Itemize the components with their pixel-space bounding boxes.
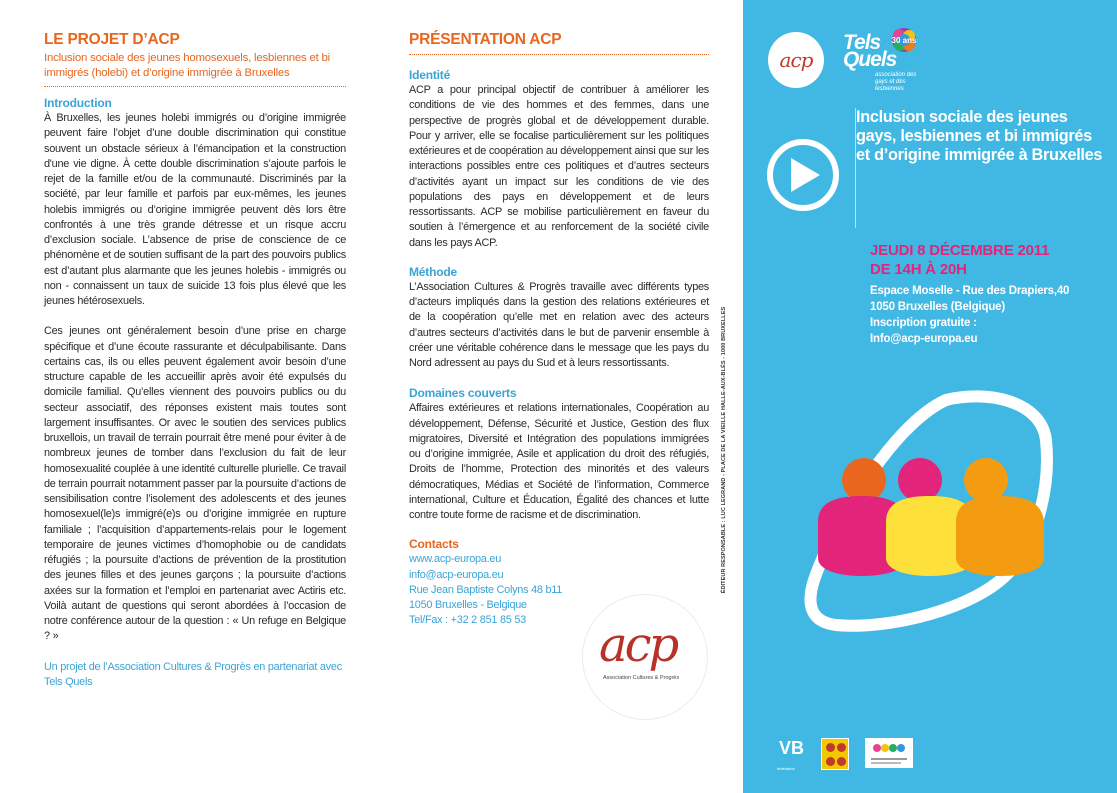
domaines-text: Affaires extérieures et relations internationales, Coopération au développement, Défense, Sécurité et Justice, Gestion des flux migratoires, Diversité et Intégration des populations immigrées ou d’origine immigrée, Asile et application du droit des réfugiés, Droits de l’homme, Protection des minorités et des valeurs démocratiques, Médias et Société de l’information, Commerce international, Culture et Éducation, Égalité des chances et lutte contre toute forme de racisme et de discrimination. [409,402,709,521]
event-panel [743,0,1117,793]
event-date [870,241,1049,279]
intro-paragraph-2: Ces jeunes ont généralement besoin d’une prise en charge spécifique et d’une écoute rassurante et déculpabilisante. Dans certains cas, ils ou elles peuvent également avoir besoin d’une structure capable de les accueillir après avoir été expulsés du domicile familial. Qu’elles viennent des pouvoirs publics ou du secteur associatif, des réponses existent mais toutes sont largement insuffisantes. Or avec le soutien des services publics bruxellois, un travail de terrain pourrait être mené pour éviter à de nombreux jeunes de tomber dans l’exclusion du fait de leur homosexualité couplée à une identité culturelle plurielle. Ce travail de terrain pourrait notamment passer par la poursuite d’actions de sensibilisation contre l’isolement des adolescents et des jeunes homosexuel(le)s immigré(e)s ou d’origine immigrée en rupture familiale ; l’acquisition d’appartements-relais pour le logement temporaire de jeunes victimes d’homophobie ou de candidats réfugiés ; la poursuite d’actions de prévention de la prostitution des jeunes filles et des jeunes garçons ; la poursuite d’actions axées sur la formation et l’emploi en partenariat avec Actiris etc. Voilà autant de questions qui seront abordées à l’occasion de notre conférence autour de la question : « Un refuge en Belgique ? » [44,325,346,643]
tels-quels-tagline: association des gays et des lesbiennes [875,72,917,92]
acp-logo-small [768,32,824,88]
acp-logo-large-subtitle: Association Cultures & Progrès [603,675,680,681]
acp-logo-large-text: acp [599,617,677,673]
play-icon [767,139,839,211]
identite-heading: Identité [409,68,451,82]
venue-city: 1050 Bruxelles (Belgique) [870,301,1005,313]
projet-footer: Un projet de l’Association Cultures & Progrès en partenariat avec Tels Quels [44,660,342,688]
sponsor-logo-1-sub: fédération [777,766,795,771]
acp-logo-small-text: acp [779,48,813,72]
projet-title: LE PROJET D’ACP [44,31,180,48]
event-date-day: JEUDI 8 DÉCEMBRE 2011 [870,242,1050,259]
identite-text: ACP a pour principal objectif de contribuer à améliorer les conditions de vie des hommes et des femmes, dans une perspective de progrès global et de développement durable. Pour y arriver, elle se focalise particulièrement sur les politiques extérieures et de coopération au développement ainsi que sur les interactions possibles entre ces politiques et d’autres secteurs d’activités ayant un impact sur les conditions de vie des populations des pays en développement et de leurs ressortissants. ACP se mobilise particulièrement en faveur du soutien à l’émergence et au renforcement de la société civile dans les pays ACP. [409,84,709,249]
sponsor-logos [773,734,1113,779]
venue-street: Espace Moselle - Rue des Drapiers,40 [870,285,1070,297]
people-illustration-icon [796,380,1056,650]
contact-web-link[interactable]: www.acp-europa.eu [409,553,502,566]
methode-text: L’Association Cultures & Progrès travaille avec différents types d’acteurs impliqués dans la gestion des relations extérieures et de la coopération qu’elle met en relation avec des acteurs d’autres secteurs d’activités dans le but de parvenir ensemble à créer une véritable cohérence dans le message que les pays du Nord adressent au pays du Sud et à leurs ressortissants. [409,280,709,369]
publisher-credit-text: ÉDITEUR RESPONSABLE : LUC LEGRAND - PLACE DE LA VIEILLE HALLE-AUX-BLÉS - 1000 BRUXELLES [721,306,727,594]
intro-paragraph-1: À Bruxelles, les jeunes holebi immigrés ou d’origine immigrée peuvent faire l’objet d’une double discrimination qui constitue souvent un obstacle sérieux à l’émancipation et la construction d'une vie digne. À cette double discrimination s’ajoute parfois le rejet de la famille et/ou de la communauté. Discriminés par la société, par leur famille et parfois par eux-mêmes, les jeunes holebis immigrés ou d’origine immigrée peuvent dès lors être confrontés à une très grande détresse et un risque accru d’exclusion sociale. L’absence de prise de conscience de ce phénomène et de soutien suffisant de la part des pouvoirs publics est d’autant plus alarmante que les jeunes holebis - immigrés ou non - connaissent un taux de suicide 13 fois plus élevé que les jeunes hétérosexuels. [44,112,346,307]
event-title: Inclusion sociale des jeunes gays, lesbiennes et bi immigrés et d’origine immigrée à Bruxelles [856,108,1103,164]
presentation-title: PRÉSENTATION ACP [409,31,562,48]
contact-address-line-2: 1050 Bruxelles - Belgique [409,599,527,611]
sponsor-logo-1: VB [779,738,805,758]
projet-column [44,30,346,690]
inscription-label: Inscription gratuite : [870,317,977,329]
contact-address-line-1: Rue Jean Baptiste Colyns 48 b11 [409,583,563,596]
presentation-column [409,30,709,629]
event-venue [870,283,1069,347]
event-date-hours: DE 14H À 20H [870,261,967,278]
methode-heading: Méthode [409,264,457,279]
contact-tel: Tel/Fax : +32 2 851 85 53 [409,614,526,627]
domaines-heading: Domaines couverts [409,386,517,401]
projet-lead: Inclusion sociale des jeunes homosexuels, lesbiennes et bi immigrés (holebi) et d’origine immigrée à Bruxelles [44,52,331,79]
cocof-logo-icon [865,738,913,768]
tels-quels-name: Tels Quels [843,31,897,71]
publisher-credit [717,305,731,595]
svg-text:30 ans: 30 ans [891,36,917,45]
acp-logo-large [582,594,708,720]
intro-heading: Introduction [44,96,112,110]
contacts-heading: Contacts [409,537,459,552]
tels-quels-logo [843,24,933,94]
inscription-email[interactable]: Info@acp-europa.eu [870,333,978,345]
brussels-region-logo-icon [821,738,849,770]
contact-email-link[interactable]: info@acp-europa.eu [409,568,504,581]
